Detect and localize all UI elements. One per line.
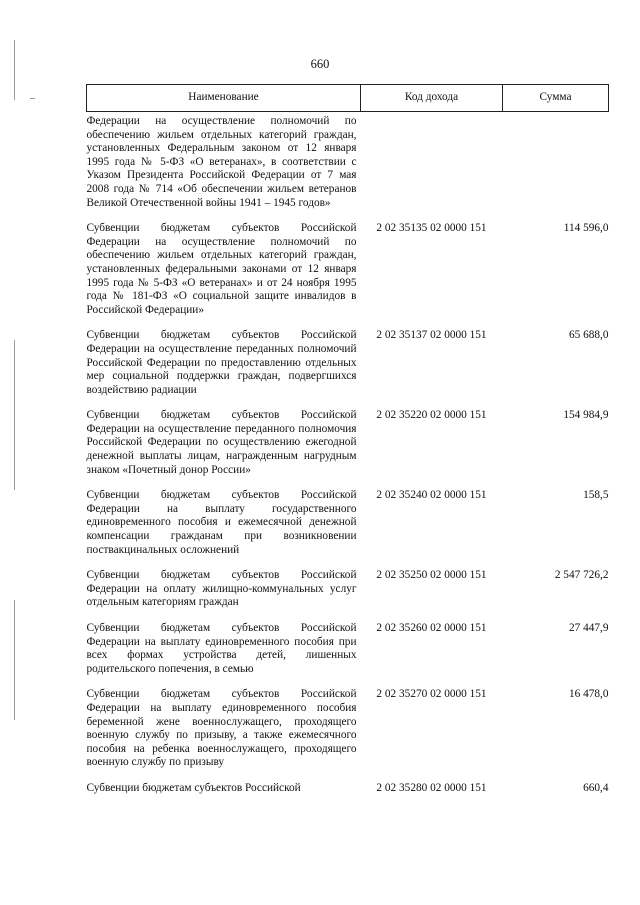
row-sum: 154 984,9 xyxy=(563,409,609,422)
table-row xyxy=(87,477,609,557)
table-header xyxy=(87,85,609,112)
row-name: Субвенции бюджетам субъектов Российской Федерации на осуществление полномочий по обеспечению жильем отдельных категорий граждан, установленных федеральными законами от 12 января 1995 года № 5-ФЗ «О ветеранах» и от 24 ноября 1995 года № 181-ФЗ «О социальной защите инвалидов в Российской Федерации» xyxy=(86,222,357,316)
row-code: 2 02 35137 02 0000 151 xyxy=(376,329,487,342)
table-row xyxy=(87,317,609,397)
row-code: 2 02 35240 02 0000 151 xyxy=(376,489,487,502)
row-code: 2 02 35260 02 0000 151 xyxy=(376,622,487,634)
margin-mark xyxy=(30,98,35,99)
header-sum: Сумма xyxy=(503,85,609,112)
row-name: Субвенции бюджетам субъектов Российской Федерации на выплату единовременного пособия при всех формах устройства детей, лишенных родительского попечения, в семью xyxy=(86,622,357,675)
row-sum xyxy=(503,112,609,211)
table-row xyxy=(87,397,609,477)
row-code: 2 02 35250 02 0000 151 xyxy=(376,569,487,582)
row-code xyxy=(361,112,503,211)
row-name: Федерации на осуществление полномочий по обеспечению жильем отдельных категорий граждан, установленных Федеральным законом от 12 января 1995 года № 5-ФЗ «О ветеранах», в соответствии с Указом Президента Российской Федерации от 7 мая 2008 года № 714 «Об обеспечении жильем ветеранов Великой Отечественной войны 1941 – 1945 годов» xyxy=(86,115,357,209)
row-sum: 158,5 xyxy=(583,489,609,502)
row-sum: 65 688,0 xyxy=(568,329,609,342)
table-row xyxy=(87,210,609,317)
table-body xyxy=(87,112,609,796)
table-row xyxy=(87,770,609,796)
margin-mark xyxy=(14,600,15,720)
row-sum: 27 447,9 xyxy=(568,622,609,634)
row-code: 2 02 35280 02 0000 151 xyxy=(376,781,487,794)
row-code: 2 02 35135 02 0000 151 xyxy=(376,222,487,235)
income-table xyxy=(86,84,609,796)
row-code: 2 02 35270 02 0000 151 xyxy=(376,688,487,701)
table-row xyxy=(87,676,609,770)
row-name: Субвенции бюджетам субъектов Российской Федерации на выплату единовременного пособия беременной жене военнослужащего, проходящего военную службу по призыву, а также ежемесячного пособия на ребенка военнослужащего, проходящего военную службу по призыву xyxy=(86,688,357,769)
row-name: Субвенции бюджетам субъектов Российской xyxy=(86,781,301,794)
row-sum: 2 547 726,2 xyxy=(554,569,609,582)
row-name: Субвенции бюджетам субъектов Российской Федерации на выплату государственного единовременного пособия и ежемесячной денежной компенсации гражданам при возникновении поствакцинальных осложнений xyxy=(86,489,357,556)
table-row xyxy=(87,557,609,610)
margin-mark xyxy=(14,340,15,490)
header-row xyxy=(87,85,609,112)
row-sum: 16 478,0 xyxy=(568,688,609,701)
table-row xyxy=(87,112,609,211)
row-sum: 114 596,0 xyxy=(563,222,609,235)
table-row xyxy=(87,610,609,676)
row-sum: 660,4 xyxy=(583,781,609,794)
page-number: 660 xyxy=(310,57,330,71)
row-code: 2 02 35220 02 0000 151 xyxy=(376,409,487,422)
header-code: Код дохода xyxy=(361,85,503,112)
row-name: Субвенции бюджетам субъектов Российской Федерации на осуществление переданного полномочия Российской Федерации по осуществлению ежегодной денежной выплаты лицам, награжденным нагрудным знаком «Почетный донор России» xyxy=(86,409,357,476)
header-name: Наименование xyxy=(87,85,361,112)
row-name: Субвенции бюджетам субъектов Российской Федерации на осуществление переданных полномочий Российской Федерации по предоставлению отдельных мер социальной поддержки граждан, подвергшихся воздействию радиации xyxy=(86,329,357,396)
row-name: Субвенции бюджетам субъектов Российской Федерации на оплату жилищно-коммунальных услуг отдельным категориям граждан xyxy=(86,569,357,609)
